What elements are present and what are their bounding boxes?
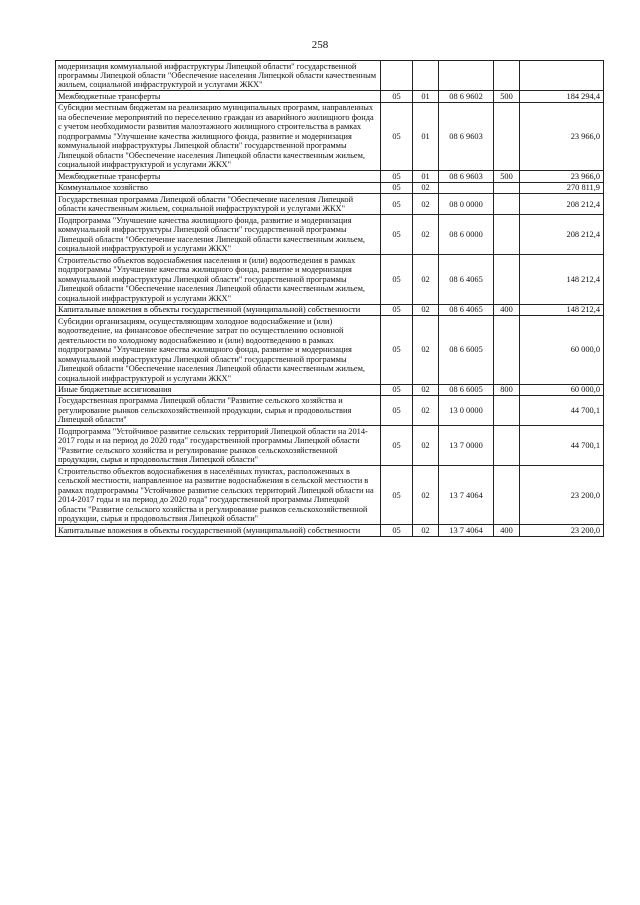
amount-cell: 44 700,1 <box>520 426 604 466</box>
target-article-cell: 08 6 4065 <box>439 255 494 304</box>
row-name-cell: Межбюджетные трансферты <box>56 91 381 102</box>
amount-cell: 270 811,9 <box>520 182 604 193</box>
expense-type-cell <box>494 61 520 91</box>
subsection-code-cell: 02 <box>413 194 439 215</box>
amount-cell: 23 200,0 <box>520 525 604 536</box>
table-row <box>56 102 604 170</box>
table-row <box>56 395 604 425</box>
expense-type-cell <box>494 426 520 466</box>
target-article-cell <box>439 182 494 193</box>
expense-type-cell <box>494 194 520 215</box>
section-code-cell: 05 <box>381 395 413 425</box>
target-article-cell: 08 6 4065 <box>439 304 494 315</box>
amount-cell: 208 212,4 <box>520 194 604 215</box>
row-name-cell: Подпрограмма "Устойчивое развитие сельских территорий Липецкой области на 2014-2017 годы и на период до 2020 года" государственной программы Липецкой области "Развитие сельского хозяйства и регулирование рынков сельскохозяйственной продукции, сырья и продовольствия Липецкой области" <box>56 426 381 466</box>
target-article-cell: 08 6 6005 <box>439 384 494 395</box>
expense-type-cell <box>494 255 520 304</box>
target-article-cell: 08 6 9603 <box>439 171 494 182</box>
section-code-cell <box>381 61 413 91</box>
subsection-code-cell: 02 <box>413 384 439 395</box>
section-code-cell: 05 <box>381 182 413 193</box>
row-name-cell: Межбюджетные трансферты <box>56 171 381 182</box>
row-name-cell: Государственная программа Липецкой области "Развитие сельского хозяйства и регулирование рынков сельскохозяйственной продукции, сырья и продовольствия Липецкой области" <box>56 395 381 425</box>
expense-type-cell: 500 <box>494 171 520 182</box>
amount-cell: 23 200,0 <box>520 466 604 525</box>
table-row <box>56 255 604 304</box>
table-row <box>56 316 604 384</box>
table-row <box>56 384 604 395</box>
expense-type-cell <box>494 102 520 170</box>
row-name-cell: модернизация коммунальной инфраструктуры Липецкой области" государственной программы Липецкой области "Обеспечение населения Липецкой области качественным жильем, социальной инфраструктурой и услугами ЖКХ" <box>56 61 381 91</box>
amount-cell: 184 294,4 <box>520 91 604 102</box>
expense-type-cell <box>494 316 520 384</box>
subsection-code-cell: 02 <box>413 182 439 193</box>
section-code-cell: 05 <box>381 466 413 525</box>
expense-type-cell: 400 <box>494 304 520 315</box>
section-code-cell: 05 <box>381 102 413 170</box>
table-row <box>56 182 604 193</box>
subsection-code-cell: 02 <box>413 316 439 384</box>
row-name-cell: Иные бюджетные ассигнования <box>56 384 381 395</box>
target-article-cell: 13 7 4064 <box>439 525 494 536</box>
table-row <box>56 525 604 536</box>
section-code-cell: 05 <box>381 525 413 536</box>
section-code-cell: 05 <box>381 316 413 384</box>
subsection-code-cell: 01 <box>413 91 439 102</box>
table-row <box>56 426 604 466</box>
amount-cell: 148 212,4 <box>520 304 604 315</box>
expense-type-cell <box>494 466 520 525</box>
amount-cell: 60 000,0 <box>520 316 604 384</box>
budget-table <box>55 60 604 537</box>
row-name-cell: Субсидии организациям, осуществляющим холодное водоснабжение и (или) водоотведение, на финансовое обеспечение затрат по осуществлению основной деятельности по холодному водоснабжению и (или) водоотведению в рамках подпрограммы "Улучшение качества жилищного фонда, развитие и модернизация коммунальной инфраструктуры Липецкой области" государственной программы Липецкой области "Обеспечение населения Липецкой области качественным жильем, социальной инфраструктурой и услугами ЖКХ" <box>56 316 381 384</box>
section-code-cell: 05 <box>381 255 413 304</box>
amount-cell <box>520 61 604 91</box>
expense-type-cell: 400 <box>494 525 520 536</box>
section-code-cell: 05 <box>381 215 413 255</box>
subsection-code-cell: 02 <box>413 215 439 255</box>
row-name-cell: Подпрограмма "Улучшение качества жилищного фонда, развитие и модернизация коммунальной инфраструктуры Липецкой области" государственной программы Липецкой области "Обеспечение населения Липецкой области качественным жильем, социальной инфраструктурой и услугами ЖКХ" <box>56 215 381 255</box>
expense-type-cell <box>494 182 520 193</box>
table-row <box>56 194 604 215</box>
target-article-cell: 13 7 0000 <box>439 426 494 466</box>
amount-cell: 23 966,0 <box>520 102 604 170</box>
subsection-code-cell: 02 <box>413 395 439 425</box>
table-row <box>56 304 604 315</box>
amount-cell: 148 212,4 <box>520 255 604 304</box>
section-code-cell: 05 <box>381 194 413 215</box>
subsection-code-cell: 02 <box>413 304 439 315</box>
amount-cell: 60 000,0 <box>520 384 604 395</box>
expense-type-cell: 800 <box>494 384 520 395</box>
subsection-code-cell: 01 <box>413 102 439 170</box>
section-code-cell: 05 <box>381 91 413 102</box>
target-article-cell: 08 6 0000 <box>439 215 494 255</box>
budget-table-body <box>56 61 604 537</box>
target-article-cell: 08 6 9602 <box>439 91 494 102</box>
table-row <box>56 171 604 182</box>
target-article-cell: 13 0 0000 <box>439 395 494 425</box>
section-code-cell: 05 <box>381 426 413 466</box>
table-row <box>56 61 604 91</box>
row-name-cell: Капитальные вложения в объекты государственной (муниципальной) собственности <box>56 304 381 315</box>
row-name-cell: Строительство объектов водоснабжения в населённых пунктах, расположенных в сельской местности, направленное на развитие водоснабжения в сельской местности в рамках подпрограммы "Устойчивое развитие сельских территорий Липецкой области на 2014-2017 годы и на период до 2020 года" государственной программы Липецкой области "Развитие сельского хозяйства и регулирование рынков сельскохозяйственной продукции, сырья и продовольствия Липецкой области" <box>56 466 381 525</box>
table-row <box>56 466 604 525</box>
subsection-code-cell: 02 <box>413 255 439 304</box>
subsection-code-cell: 02 <box>413 426 439 466</box>
amount-cell: 23 966,0 <box>520 171 604 182</box>
expense-type-cell <box>494 395 520 425</box>
table-row <box>56 215 604 255</box>
target-article-cell: 08 0 0000 <box>439 194 494 215</box>
subsection-code-cell: 01 <box>413 171 439 182</box>
row-name-cell: Капитальные вложения в объекты государственной (муниципальной) собственности <box>56 525 381 536</box>
target-article-cell: 08 6 9603 <box>439 102 494 170</box>
subsection-code-cell <box>413 61 439 91</box>
section-code-cell: 05 <box>381 171 413 182</box>
row-name-cell: Государственная программа Липецкой области "Обеспечение населения Липецкой области качественным жильем, социальной инфраструктурой и услугами ЖКХ" <box>56 194 381 215</box>
table-row <box>56 91 604 102</box>
row-name-cell: Субсидии местным бюджетам на реализацию муниципальных программ, направленных на обеспечение мероприятий по переселению граждан из аварийного жилищного фонда с учетом необходимости развития малоэтажного жилищного строительства в рамках подпрограммы "Улучшение качества жилищного фонда, развитие и модернизация коммунальной инфраструктуры Липецкой области" государственной программы Липецкой области "Обеспечение населения Липецкой области качественным жильем, социальной инфраструктурой и услугами ЖКХ" <box>56 102 381 170</box>
target-article-cell: 08 6 6005 <box>439 316 494 384</box>
expense-type-cell <box>494 215 520 255</box>
subsection-code-cell: 02 <box>413 525 439 536</box>
subsection-code-cell: 02 <box>413 466 439 525</box>
page-number: 258 <box>311 39 329 51</box>
expense-type-cell: 500 <box>494 91 520 102</box>
target-article-cell: 13 7 4064 <box>439 466 494 525</box>
row-name-cell: Коммунальное хозяйство <box>56 182 381 193</box>
section-code-cell: 05 <box>381 384 413 395</box>
row-name-cell: Строительство объектов водоснабжения населения и (или) водоотведения в рамках подпрограммы "Улучшение качества жилищного фонда, развитие и модернизация коммунальной инфраструктуры Липецкой области" государственной программы Липецкой области "Обеспечение населения Липецкой области качественным жильем, социальной инфраструктурой и услугами ЖКХ" <box>56 255 381 304</box>
section-code-cell: 05 <box>381 304 413 315</box>
amount-cell: 208 212,4 <box>520 215 604 255</box>
target-article-cell <box>439 61 494 91</box>
amount-cell: 44 700,1 <box>520 395 604 425</box>
